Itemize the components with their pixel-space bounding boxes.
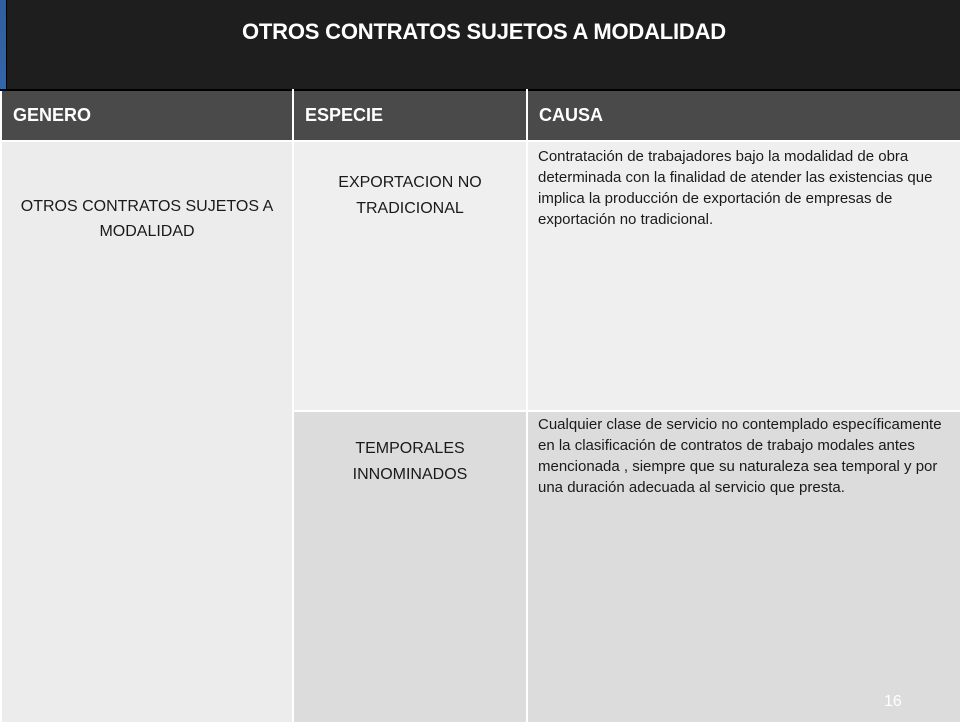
genero-text: OTROS CONTRATOS SUJETOS A MODALIDAD	[20, 198, 274, 240]
especie-text: TEMPORALES INNOMINADOS	[352, 440, 468, 483]
causa-cell	[527, 411, 960, 723]
especie-text: EXPORTACION NO TRADICIONAL	[338, 174, 482, 217]
header-causa: CAUSA	[527, 90, 960, 141]
causa-text: Contratación de trabajadores bajo la modalidad de obra determinada con la finalidad de atender las existencias que implica la producción de exportación de empresas de exportación no tradicional.	[538, 148, 933, 228]
header-genero: GENERO	[1, 90, 293, 141]
table-header-row	[1, 90, 960, 141]
causa-text: Cualquier clase de servicio no contemplado específicamente en la clasificación de contratos de trabajo modales antes mencionada , siempre que su naturaleza sea temporal y por una duración adecuada al servicio que presta.	[538, 416, 942, 496]
header-especie: ESPECIE	[293, 90, 527, 141]
page-number: 16	[884, 693, 902, 710]
especie-cell	[293, 141, 527, 411]
especie-cell	[293, 411, 527, 723]
contracts-table	[0, 89, 960, 724]
causa-cell	[527, 141, 960, 411]
slide-title-bar	[6, 0, 960, 89]
genero-cell	[1, 141, 293, 723]
table-row	[1, 141, 960, 411]
slide-title: OTROS CONTRATOS SUJETOS A MODALIDAD	[242, 19, 726, 44]
